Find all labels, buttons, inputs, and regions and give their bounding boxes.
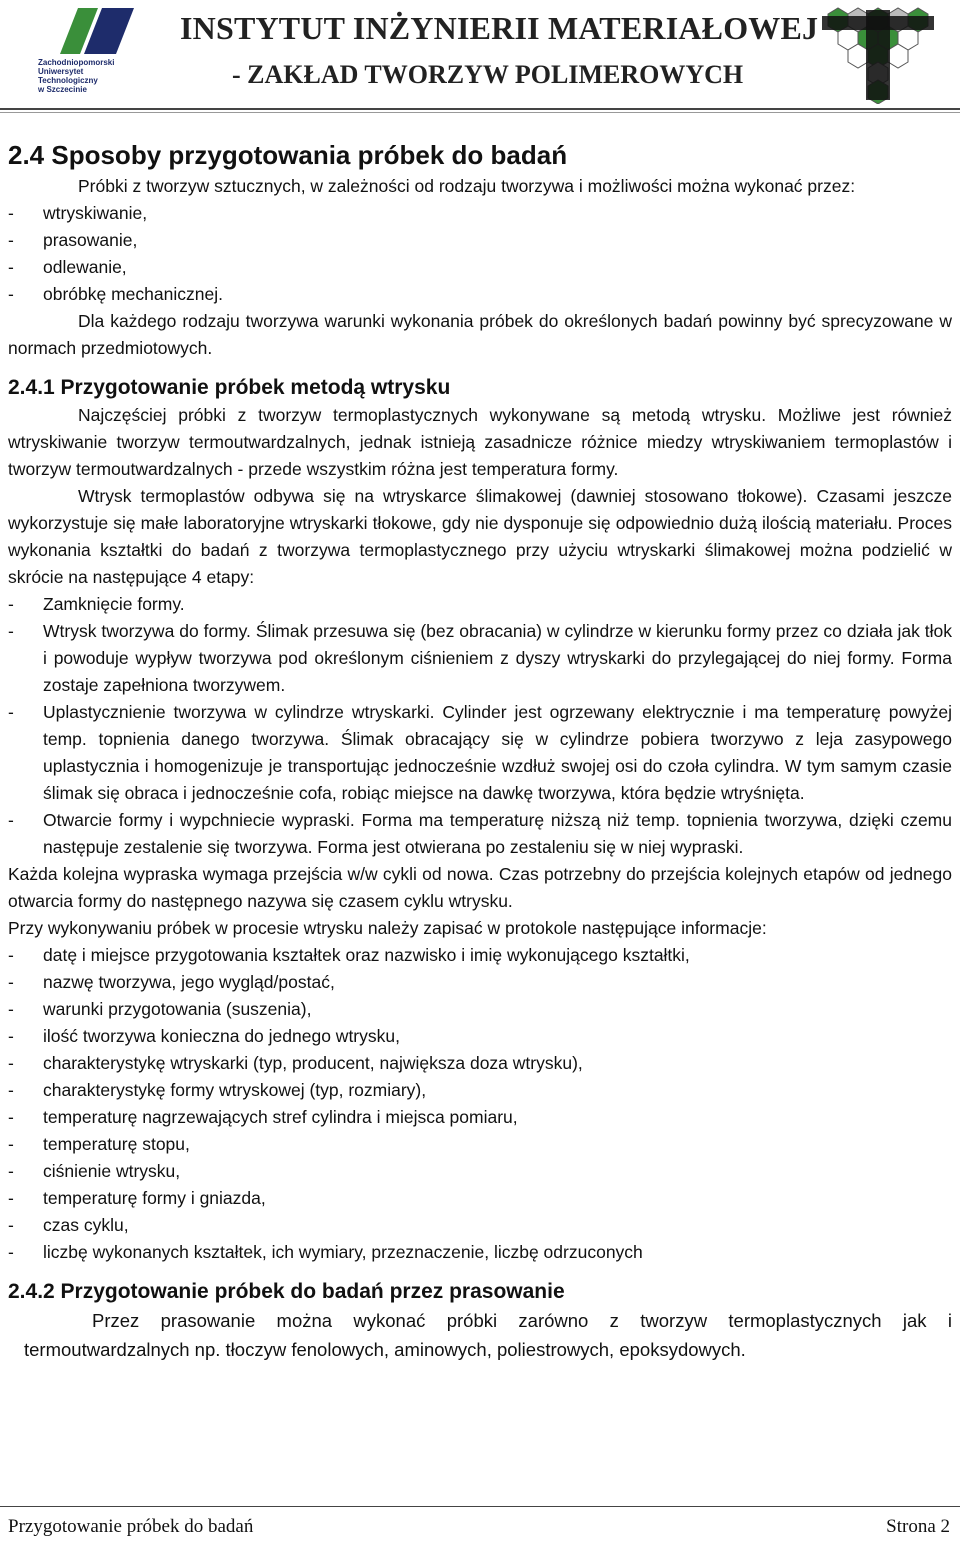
list-item: - Wtrysk tworzywa do formy. Ślimak przesuwa się (bez obracania) w cylindrze w kierunku formy przez co działa jak tłok i powoduje wypływ tworzywa pod określonym ciśnieniem z dyszy wtryskarki do przylegającej do niej formy. Forma zostaje zapełniona tworzywem. bbox=[8, 621, 952, 695]
page-number: Strona 2 bbox=[886, 1516, 950, 1537]
list-item: - temperaturę stopu, bbox=[8, 1134, 190, 1154]
list-item: - nazwę tworzywa, jego wygląd/postać, bbox=[8, 972, 335, 992]
list-item: - Uplastycznienie tworzywa w cylindrze wtryskarki. Cylinder jest ogrzewany elektrycznie i ma temperaturę powyżej temp. topnienia danego tworzywa. Ślimak obracający się w cylindrze pobiera tworzywo z leja zasypowego uplastycznia i homogenizuje je transportując jednocześnie wzdłuż swojej osi do czoła cylindra. W tym samym czasie ślimak się obraca i jednocześnie cofa, robiąc miejsce na dawkę tworzywa, która będzie wtryśnięta. bbox=[8, 702, 952, 803]
list-item: - czas cyklu, bbox=[8, 1215, 129, 1235]
list-item: - Zamknięcie formy. bbox=[8, 594, 185, 614]
section-note: Dla każdego rodzaju tworzywa warunki wykonania próbek do określonych badań powinny być sprecyzowane w normach przedmiotowych. bbox=[8, 311, 952, 358]
list-item: - temperaturę nagrzewających stref cylindra i miejsca pomiaru, bbox=[8, 1107, 518, 1127]
list-item: - charakterystykę formy wtryskowej (typ, rozmiary), bbox=[8, 1080, 427, 1100]
paragraph: Wtrysk termoplastów odbywa się na wtryskarce ślimakowej (dawniej stosowano tłokowe). Czasami jeszcze wykorzystuje się małe laboratoryjne wtryskarki tłokowe, gdy nie dysponuje się odpowiednio dużą ilością materiału. Proces wykonania kształtki do badań z tworzywa termoplastycznego przy użyciu wtryskarki ślimakowej można podzielić w skrócie na następujące 4 etapy: bbox=[8, 486, 952, 587]
list-item: - prasowanie, bbox=[8, 230, 138, 250]
list-item: - wtryskiwanie, bbox=[8, 203, 148, 223]
list-item: - temperaturę formy i gniazda, bbox=[8, 1188, 266, 1208]
paragraph: Każda kolejna wypraska wymaga przejścia w/w cykli od nowa. Czas potrzebny do przejścia kolejnych etapów od jednego otwarcia formy do następnego nazywa się czasem cyklu wtrysku. bbox=[8, 864, 952, 911]
list-item: - odlewanie, bbox=[8, 257, 127, 277]
paragraph: Przy wykonywaniu próbek w procesie wtrysku należy zapisać w protokole następujące informacje: bbox=[8, 918, 767, 938]
list-item: - liczbę wykonanych kształtek, ich wymiary, przeznaczenie, liczbę odrzuconych bbox=[8, 1242, 643, 1262]
page-header bbox=[0, 0, 960, 104]
footer-divider bbox=[0, 1506, 960, 1507]
university-name: Zachodniopomorski Uniwersytet Technologiczny w Szczecinie bbox=[38, 58, 115, 94]
university-logo bbox=[38, 6, 138, 102]
list-item: - charakterystykę wtryskarki (typ, producent, największa doza wtrysku), bbox=[8, 1053, 583, 1073]
list-item: - ciśnienie wtrysku, bbox=[8, 1161, 181, 1181]
list-item: - warunki przygotowania (suszenia), bbox=[8, 999, 312, 1019]
header-divider-thin bbox=[0, 112, 960, 113]
subsection-heading-2: 2.4.2 Przygotowanie próbek do badań przez prasowanie bbox=[8, 1280, 565, 1303]
paragraph: Przez prasowanie można wykonać próbki zarówno z tworzyw termoplastycznych jak i termoutwardzalnych np. tłoczyw fenolowych, aminowych, poliestrowych, epoksydowych. bbox=[24, 1310, 952, 1360]
zut-logo-icon bbox=[38, 6, 138, 56]
paragraph: Najczęściej próbki z tworzyw termoplastycznych wykonywane są metodą wtrysku. Możliwe jest również wtryskiwanie tworzyw termoutwardzalnych, jednak istnieją zasadnicze różnice miedzy wtryskiwaniem termoplastów i tworzyw termoutwardzalnych - przede wszystkim różna jest temperatura formy. bbox=[8, 405, 952, 479]
header-divider bbox=[0, 108, 960, 110]
subsection-heading-1: 2.4.1 Przygotowanie próbek metodą wtrysku bbox=[8, 376, 451, 399]
department-logo-icon bbox=[808, 6, 956, 104]
list-item: - datę i miejsce przygotowania kształtek oraz nazwisko i imię wykonującego kształtki, bbox=[8, 945, 690, 965]
section-intro: Próbki z tworzyw sztucznych, w zależności od rodzaju tworzywa i możliwości można wykonać przez: bbox=[78, 176, 856, 196]
document-body bbox=[8, 140, 952, 1364]
department-title: - ZAKŁAD TWORZYW POLIMEROWYCH bbox=[232, 60, 744, 89]
list-item: - ilość tworzywa konieczna do jednego wtrysku, bbox=[8, 1026, 400, 1046]
section-heading: 2.4 Sposoby przygotowania próbek do badań bbox=[8, 140, 568, 170]
list-item: - obróbkę mechanicznej. bbox=[8, 284, 223, 304]
footer-title: Przygotowanie próbek do badań bbox=[8, 1516, 254, 1537]
list-item: - Otwarcie formy i wypchniecie wypraski. Forma ma temperaturę niższą niż temp. topnienia tworzywa, dzięki czemu następuje zestalenie się tworzywa. Forma jest otwierana po zestaleniu się w niej wypraski. bbox=[8, 810, 952, 857]
institute-title: INSTYTUT INŻYNIERII MATERIAŁOWEJ bbox=[180, 10, 819, 46]
